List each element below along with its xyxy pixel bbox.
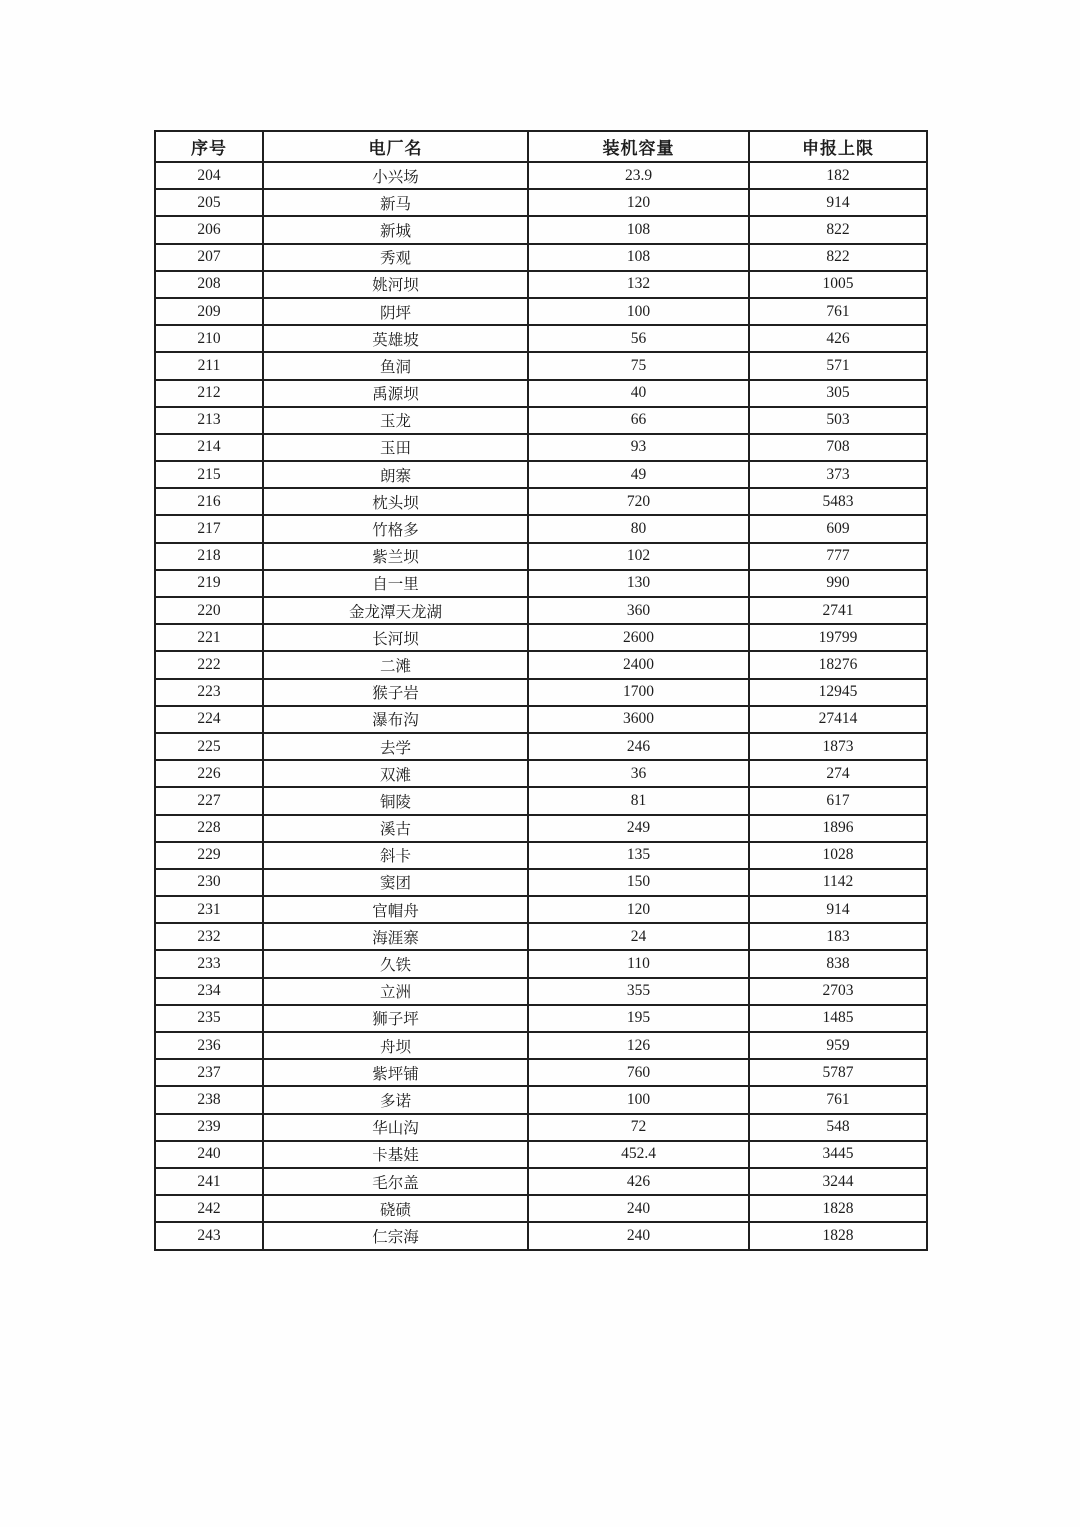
capacity-cell: 150	[528, 869, 749, 896]
table-row	[155, 706, 927, 733]
plant-name-cell: 华山沟	[263, 1114, 528, 1141]
capacity-cell: 240	[528, 1195, 749, 1222]
capacity-cell: 2400	[528, 651, 749, 678]
limit-cell: 12945	[749, 679, 927, 706]
serial-cell: 237	[155, 1059, 263, 1086]
limit-cell: 182	[749, 162, 927, 189]
capacity-cell: 1700	[528, 679, 749, 706]
plant-name-cell: 金龙潭天龙湖	[263, 597, 528, 624]
capacity-cell: 452.4	[528, 1141, 749, 1168]
capacity-cell: 355	[528, 978, 749, 1005]
limit-cell: 990	[749, 570, 927, 597]
plant-name-cell: 英雄坡	[263, 325, 528, 352]
table-row	[155, 733, 927, 760]
limit-cell: 1896	[749, 815, 927, 842]
capacity-cell: 102	[528, 543, 749, 570]
limit-cell: 914	[749, 896, 927, 923]
capacity-cell: 40	[528, 380, 749, 407]
capacity-cell: 249	[528, 815, 749, 842]
table-row	[155, 1086, 927, 1113]
col-header-serial: 序号	[155, 131, 263, 162]
serial-cell: 236	[155, 1032, 263, 1059]
table-row	[155, 543, 927, 570]
table-row	[155, 189, 927, 216]
table-row	[155, 978, 927, 1005]
table-row	[155, 787, 927, 814]
plant-name-cell: 双滩	[263, 760, 528, 787]
capacity-cell: 120	[528, 189, 749, 216]
serial-cell: 209	[155, 298, 263, 325]
table-row	[155, 380, 927, 407]
plant-name-cell: 小兴场	[263, 162, 528, 189]
table-row	[155, 244, 927, 271]
limit-cell: 2703	[749, 978, 927, 1005]
limit-cell: 708	[749, 434, 927, 461]
table-row	[155, 1195, 927, 1222]
serial-cell: 210	[155, 325, 263, 352]
plant-name-cell: 枕头坝	[263, 488, 528, 515]
plant-name-cell: 海涯寨	[263, 923, 528, 950]
plant-name-cell: 舟坝	[263, 1032, 528, 1059]
serial-cell: 211	[155, 352, 263, 379]
capacity-cell: 246	[528, 733, 749, 760]
limit-cell: 609	[749, 515, 927, 542]
plant-name-cell: 禹源坝	[263, 380, 528, 407]
table-row	[155, 1005, 927, 1032]
capacity-cell: 426	[528, 1168, 749, 1195]
table-body	[155, 162, 927, 1250]
capacity-cell: 108	[528, 244, 749, 271]
limit-cell: 503	[749, 407, 927, 434]
plant-name-cell: 二滩	[263, 651, 528, 678]
plant-name-cell: 玉田	[263, 434, 528, 461]
capacity-cell: 360	[528, 597, 749, 624]
capacity-cell: 93	[528, 434, 749, 461]
serial-cell: 226	[155, 760, 263, 787]
table-row	[155, 842, 927, 869]
capacity-cell: 56	[528, 325, 749, 352]
table-row	[155, 434, 927, 461]
limit-cell: 27414	[749, 706, 927, 733]
plant-name-cell: 新马	[263, 189, 528, 216]
capacity-cell: 135	[528, 842, 749, 869]
table-row	[155, 815, 927, 842]
table-row	[155, 1032, 927, 1059]
plant-name-cell: 自一里	[263, 570, 528, 597]
table-row	[155, 679, 927, 706]
serial-cell: 228	[155, 815, 263, 842]
plant-name-cell: 瀑布沟	[263, 706, 528, 733]
serial-cell: 213	[155, 407, 263, 434]
capacity-cell: 72	[528, 1114, 749, 1141]
limit-cell: 1142	[749, 869, 927, 896]
table-row	[155, 298, 927, 325]
serial-cell: 218	[155, 543, 263, 570]
plant-name-cell: 溪古	[263, 815, 528, 842]
serial-cell: 212	[155, 380, 263, 407]
capacity-cell: 110	[528, 950, 749, 977]
serial-cell: 207	[155, 244, 263, 271]
limit-cell: 305	[749, 380, 927, 407]
header-row	[155, 131, 927, 162]
limit-cell: 617	[749, 787, 927, 814]
capacity-cell: 3600	[528, 706, 749, 733]
table-row	[155, 461, 927, 488]
limit-cell: 1873	[749, 733, 927, 760]
table-row	[155, 760, 927, 787]
table-row	[155, 407, 927, 434]
serial-cell: 221	[155, 624, 263, 651]
limit-cell: 3244	[749, 1168, 927, 1195]
table-row	[155, 1114, 927, 1141]
table-row	[155, 1059, 927, 1086]
limit-cell: 822	[749, 244, 927, 271]
capacity-cell: 100	[528, 298, 749, 325]
serial-cell: 232	[155, 923, 263, 950]
serial-cell: 206	[155, 216, 263, 243]
table-row	[155, 352, 927, 379]
serial-cell: 205	[155, 189, 263, 216]
capacity-cell: 2600	[528, 624, 749, 651]
limit-cell: 571	[749, 352, 927, 379]
serial-cell: 231	[155, 896, 263, 923]
capacity-cell: 132	[528, 271, 749, 298]
capacity-cell: 720	[528, 488, 749, 515]
plant-name-cell: 玉龙	[263, 407, 528, 434]
table-row	[155, 325, 927, 352]
plant-name-cell: 阴坪	[263, 298, 528, 325]
plant-name-cell: 紫兰坝	[263, 543, 528, 570]
serial-cell: 233	[155, 950, 263, 977]
limit-cell: 1485	[749, 1005, 927, 1032]
capacity-cell: 130	[528, 570, 749, 597]
serial-cell: 235	[155, 1005, 263, 1032]
capacity-cell: 24	[528, 923, 749, 950]
col-header-declaration-limit: 申报上限	[749, 131, 927, 162]
table-row	[155, 597, 927, 624]
plant-name-cell: 长河坝	[263, 624, 528, 651]
plant-name-cell: 紫坪铺	[263, 1059, 528, 1086]
plant-name-cell: 鱼洞	[263, 352, 528, 379]
serial-cell: 238	[155, 1086, 263, 1113]
limit-cell: 959	[749, 1032, 927, 1059]
serial-cell: 239	[155, 1114, 263, 1141]
serial-cell: 242	[155, 1195, 263, 1222]
capacity-cell: 108	[528, 216, 749, 243]
limit-cell: 761	[749, 298, 927, 325]
plant-name-cell: 竹格多	[263, 515, 528, 542]
limit-cell: 1005	[749, 271, 927, 298]
table-row	[155, 651, 927, 678]
limit-cell: 274	[749, 760, 927, 787]
serial-cell: 241	[155, 1168, 263, 1195]
capacity-cell: 23.9	[528, 162, 749, 189]
limit-cell: 5787	[749, 1059, 927, 1086]
serial-cell: 215	[155, 461, 263, 488]
limit-cell: 914	[749, 189, 927, 216]
limit-cell: 373	[749, 461, 927, 488]
limit-cell: 761	[749, 1086, 927, 1113]
limit-cell: 3445	[749, 1141, 927, 1168]
serial-cell: 234	[155, 978, 263, 1005]
table-row	[155, 896, 927, 923]
table-row	[155, 1141, 927, 1168]
plant-name-cell: 毛尔盖	[263, 1168, 528, 1195]
table-row	[155, 271, 927, 298]
plant-name-cell: 朗寨	[263, 461, 528, 488]
capacity-cell: 240	[528, 1222, 749, 1249]
col-header-installed-capacity: 装机容量	[528, 131, 749, 162]
serial-cell: 216	[155, 488, 263, 515]
capacity-cell: 36	[528, 760, 749, 787]
limit-cell: 19799	[749, 624, 927, 651]
serial-cell: 208	[155, 271, 263, 298]
plant-name-cell: 铜陵	[263, 787, 528, 814]
limit-cell: 1028	[749, 842, 927, 869]
serial-cell: 220	[155, 597, 263, 624]
col-header-plant-name: 电厂名	[263, 131, 528, 162]
plant-name-cell: 去学	[263, 733, 528, 760]
plant-name-cell: 狮子坪	[263, 1005, 528, 1032]
plant-name-cell: 秀观	[263, 244, 528, 271]
capacity-cell: 75	[528, 352, 749, 379]
limit-cell: 183	[749, 923, 927, 950]
serial-cell: 224	[155, 706, 263, 733]
limit-cell: 777	[749, 543, 927, 570]
limit-cell: 5483	[749, 488, 927, 515]
plant-name-cell: 立洲	[263, 978, 528, 1005]
serial-cell: 214	[155, 434, 263, 461]
limit-cell: 1828	[749, 1195, 927, 1222]
table-row	[155, 216, 927, 243]
serial-cell: 222	[155, 651, 263, 678]
plant-name-cell: 硗碛	[263, 1195, 528, 1222]
plant-name-cell: 久铁	[263, 950, 528, 977]
plant-name-cell: 卡基娃	[263, 1141, 528, 1168]
capacity-cell: 66	[528, 407, 749, 434]
serial-cell: 225	[155, 733, 263, 760]
plant-name-cell: 猴子岩	[263, 679, 528, 706]
serial-cell: 243	[155, 1222, 263, 1249]
capacity-cell: 126	[528, 1032, 749, 1059]
serial-cell: 204	[155, 162, 263, 189]
table-row	[155, 950, 927, 977]
plant-name-cell: 多诺	[263, 1086, 528, 1113]
table-row	[155, 923, 927, 950]
serial-cell: 219	[155, 570, 263, 597]
plant-name-cell: 姚河坝	[263, 271, 528, 298]
capacity-cell: 80	[528, 515, 749, 542]
capacity-cell: 100	[528, 1086, 749, 1113]
limit-cell: 548	[749, 1114, 927, 1141]
table-row	[155, 1168, 927, 1195]
capacity-cell: 195	[528, 1005, 749, 1032]
table-row	[155, 515, 927, 542]
limit-cell: 18276	[749, 651, 927, 678]
capacity-cell: 49	[528, 461, 749, 488]
plant-name-cell: 窦团	[263, 869, 528, 896]
serial-cell: 227	[155, 787, 263, 814]
serial-cell: 229	[155, 842, 263, 869]
table-row	[155, 1222, 927, 1249]
serial-cell: 223	[155, 679, 263, 706]
table-row	[155, 570, 927, 597]
power-plant-table	[154, 130, 928, 1251]
limit-cell: 2741	[749, 597, 927, 624]
table-header	[155, 131, 927, 162]
serial-cell: 217	[155, 515, 263, 542]
plant-name-cell: 新城	[263, 216, 528, 243]
table-row	[155, 488, 927, 515]
limit-cell: 426	[749, 325, 927, 352]
limit-cell: 822	[749, 216, 927, 243]
table-row	[155, 162, 927, 189]
capacity-cell: 120	[528, 896, 749, 923]
plant-name-cell: 斜卡	[263, 842, 528, 869]
table-row	[155, 869, 927, 896]
limit-cell: 838	[749, 950, 927, 977]
plant-name-cell: 仁宗海	[263, 1222, 528, 1249]
capacity-cell: 760	[528, 1059, 749, 1086]
table-row	[155, 624, 927, 651]
capacity-cell: 81	[528, 787, 749, 814]
plant-name-cell: 官帽舟	[263, 896, 528, 923]
serial-cell: 240	[155, 1141, 263, 1168]
limit-cell: 1828	[749, 1222, 927, 1249]
serial-cell: 230	[155, 869, 263, 896]
